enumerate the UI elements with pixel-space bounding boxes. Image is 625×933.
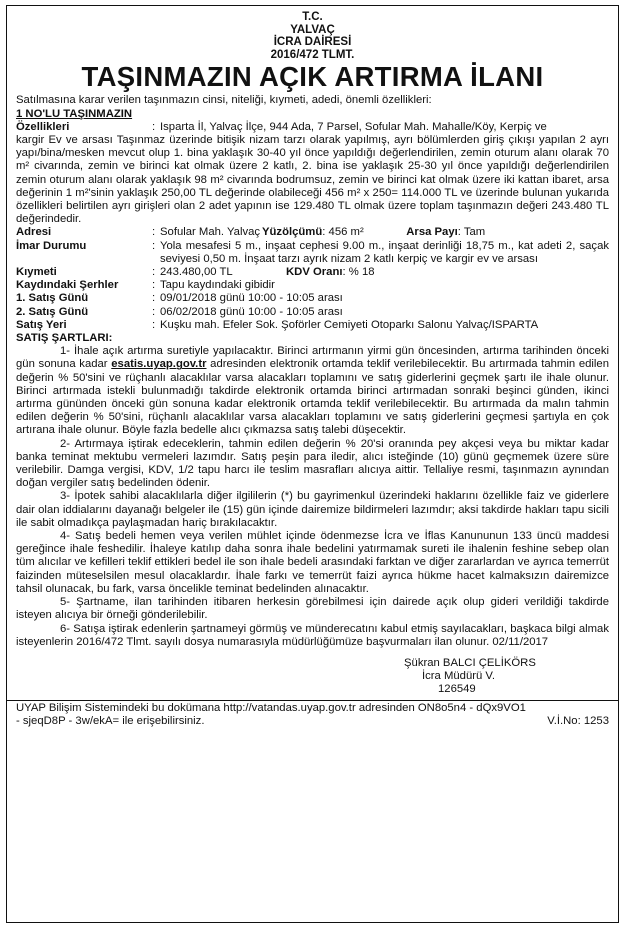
yuzolcumu-value: : 456 m² [322, 226, 364, 239]
field-value: 06/02/2018 günü 10:00 - 10:05 arası [160, 305, 343, 318]
yuzolcumu-label: Yüzölçümü [262, 226, 323, 239]
condition-4: 4- Satış bedeli hemen veya verilen mühlet içinde ödenmezse İcra ve İflas Kanununun 133 üncü maddesi gereğince ihale feshedilir. İhaleye katılıp daha sonra ihale bedelini yatırmamak sureti ile ihalenin feshine sebep olan tüm alıcılar ve kefilleri teklif ettikleri bedel ile son ihale bedeli arasındaki farktan ve diğer zararlardan ve ayrıca temerrüt faizinden müteselsilen mesul olacaklardır. İhale farkı ve temerrüt faizi ayrıca hükme hacet kalmaksızın dairemizce tahsil olunacak, bu fark, varsa öncelikle teminat bedelinden alınacaktır. [16, 530, 609, 595]
field-satis1 [16, 292, 609, 305]
header-block [16, 11, 609, 61]
footer-access-text: - sjeqD8P - 3w/ekA= ile erişebilirsiniz. [16, 715, 205, 728]
field-label: 1. Satış Günü [16, 292, 89, 305]
arsa-payi-label: Arsa Payı [406, 226, 458, 239]
field-value: Isparta İl, Yalvaç İlçe, 944 Ada, 7 Parsel, Sofular Mah. Mahalle/Köy, Kerpiç ve [160, 120, 547, 133]
condition-2: 2- Artırmaya iştirak edeceklerin, tahmin edilen değerin % 20'si oranında pey akçesi veya bu miktar kadar banka teminat mektubu vermeleri lazımdır. Satış peşin para iledir, alıcı isteğinde (10) günü geçmemek üzere süre verilebilir. Damga vergisi, KDV, 1/2 tapu harcı ile teslim masrafları alıcıya aittir. Tellaliye resmi, taşınmazın aynından doğan vergiler satış bedelinden ödenir. [16, 437, 609, 490]
condition-6: 6- Satışa iştirak edenlerin şartnameyi görmüş ve münderecatını kabul etmiş sayılacakları, başkaca bilgi almak isteyenlerin 2016/472 Tlmt. sayılı dosya numarasıyla müdürlüğümüze başvurmaları ilan olunur. 02/11/2017 [16, 622, 609, 648]
ozellikler-continuation: kargir Ev ve arsası Taşınmaz üzerinde bitişik nizam tarzı olarak yapılmış, ayrı bölümlerden giriş çıkışı yapılan 2 ayrı yapı/bina/mesken mevcut olup 1. bina yaklaşık 30-40 yıl önce yapıldığı değerlendirilen, zemin oturum alanı olarak 70 m² civarında, zemin ve birinci kat olmak üzere 2 katlı, 2. bina ise yaklaşık 25-30 yıl önce yapıldığı değerlendirilen zemin oturum alanı olarak yaklaşık 98 m² civarında bodrumsuz, zemin ve birinci kat olmak üzere iki kattan ibaret, arsa değerinin 1 m²'sinin yaklaşık 250,00 TL değerinde olabileceği 456 m² x 250= 114.000 TL ve üzerinde bulunan yukarıda özellikleri belirtilen ayrı girişleri olan 2 adet yapının ise 129.480 TL olmak üzere toplam taşınmazın değeri 243.480 TL değerindedir. [16, 133, 609, 226]
field-value [160, 226, 609, 239]
field-label: Özellikleri [16, 120, 70, 133]
page-title: TAŞINMAZIN AÇIK ARTIRMA İLANI [81, 61, 544, 93]
field-colon: : [152, 305, 156, 318]
field-colon: : [152, 120, 156, 133]
field-ozellikler [16, 121, 609, 134]
conditions-title: SATIŞ ŞARTLARI: [16, 332, 113, 345]
condition-1-text-b: adresinden elektronik ortamda teklif verilebilecektir. Bu artırmada tahmin edilen değerin % 50'sini ve rüçhanlı alacaklılar varsa alacakları toplamını ve satış giderlerini geçmek şartı ile ihale olunur. Birinci artırmada istekli bulunmadığı takdirde elektronik ortamda birinci artırmadan sonraki beşinci günden, ikinci artırma gününden önceki gün sonuna kadar elektronik ortamda teklif verilebilecektir. Bu artırmada da malın tahmin edilen değerin % 50'sini, rüçhanlı alacaklılar varsa alacakları toplamını ve satış giderlerini geçmesi şartıyla en çok artırana ihale olunur. Böyle fazla bedelle alıcı çıkmazsa satış talebi düşecektir. [16, 358, 609, 437]
condition-3: 3- İpotek sahibi alacaklılarla diğer ilgililerin (*) bu gayrimenkul üzerindeki haklarını özellikle faiz ve giderlere dair olan iddialarını dayanağı belgeler ile (15) gün içinde dairemize bildirmeleri lazımdır; aksi takdirde hakları tapu sicili ile sabit olmadıkça paylaşmadan hariç bırakılacaktır. [16, 490, 609, 529]
field-label: Satış Yeri [16, 318, 67, 331]
field-label: 2. Satış Günü [16, 305, 89, 318]
header-city: YALVAÇ [290, 23, 335, 36]
field-label: Kaydındaki Şerhler [16, 279, 119, 292]
field-satis-yeri [16, 319, 609, 332]
field-label: İmar Durumu [16, 239, 87, 252]
field-label: Adresi [16, 226, 52, 239]
field-value: Tapu kaydındaki gibidir [160, 279, 275, 292]
field-colon: : [152, 266, 156, 279]
kdv-value: : % 18 [342, 266, 375, 279]
field-value: Yola mesafesi 5 m., inşaat cephesi 9.00 m., inşaat derinliği 18,75 m., kat adeti 2, saçak seviyesi 0,50 m. İnşaat tarzı ayrık nizam 2 katlı kerpiç ve kargir ev ve arsası [160, 239, 609, 265]
notice-page [6, 5, 619, 923]
field-colon: : [152, 318, 156, 331]
field-colon: : [152, 292, 156, 305]
signature-name: Şükran BALCI ÇELİKÖRS [404, 656, 536, 669]
section-title: 1 NO'LU TAŞINMAZIN [16, 107, 133, 120]
condition-5: 5- Şartname, ilan tarihinden itibaren herkesin görebilmesi için dairede açık olup gideri verildiği takdirde isteyen alıcıya bir örneği gönderilebilir. [16, 596, 609, 622]
field-colon: : [152, 239, 156, 252]
field-imar [16, 240, 609, 266]
arsa-payi-value: : Tam [457, 226, 486, 239]
field-label: Kıymeti [16, 266, 57, 279]
header-file-no: 2016/472 TLMT. [270, 48, 355, 61]
field-colon: : [152, 226, 156, 239]
condition-1 [16, 345, 609, 437]
condition-1-text-a: 1- İhale açık artırma suretiyle yapılacaktır. Birinci artırmanın yirmi gün öncesinden, artırma tarihinden önceki gün sonuna kadar [16, 345, 609, 371]
footer-line-1: UYAP Bilişim Sistemindeki bu dokümana http://vatandas.uyap.gov.tr adresinden ON8o5n4 - dQx9VO1 [16, 701, 526, 714]
footer [16, 701, 609, 729]
kiymeti-value: 243.480,00 TL [160, 266, 233, 279]
header-office: İCRA DAİRESİ [273, 36, 352, 49]
adres-value: Sofular Mah. Yalvaç [160, 226, 261, 239]
kdv-label: KDV Oranı [286, 266, 343, 279]
signature-number: 126549 [438, 682, 476, 695]
field-colon: : [152, 279, 156, 292]
signature-title: İcra Müdürü V. [422, 669, 496, 682]
field-satis2 [16, 306, 609, 319]
signature-block [404, 657, 609, 696]
field-adres [16, 226, 609, 239]
intro-text: Satılmasına karar verilen taşınmazın cinsi, niteliği, kıymeti, adedi, önemli özellikleri: [16, 94, 432, 107]
header-tc: T.C. [302, 11, 323, 23]
footer-line-2 [16, 715, 609, 729]
field-kiymeti [16, 266, 609, 279]
field-value: 09/01/2018 günü 10:00 - 10:05 arası [160, 292, 343, 305]
field-serhler [16, 279, 609, 292]
field-value: Kuşku mah. Efeler Sok. Şoförler Cemiyeti Otoparkı Salonu Yalvaç/ISPARTA [160, 318, 539, 331]
footer-vi-no: V.İ.No: 1253 [547, 715, 609, 728]
field-value [160, 266, 609, 279]
esatis-link[interactable]: esatis.uyap.gov.tr [111, 358, 207, 371]
